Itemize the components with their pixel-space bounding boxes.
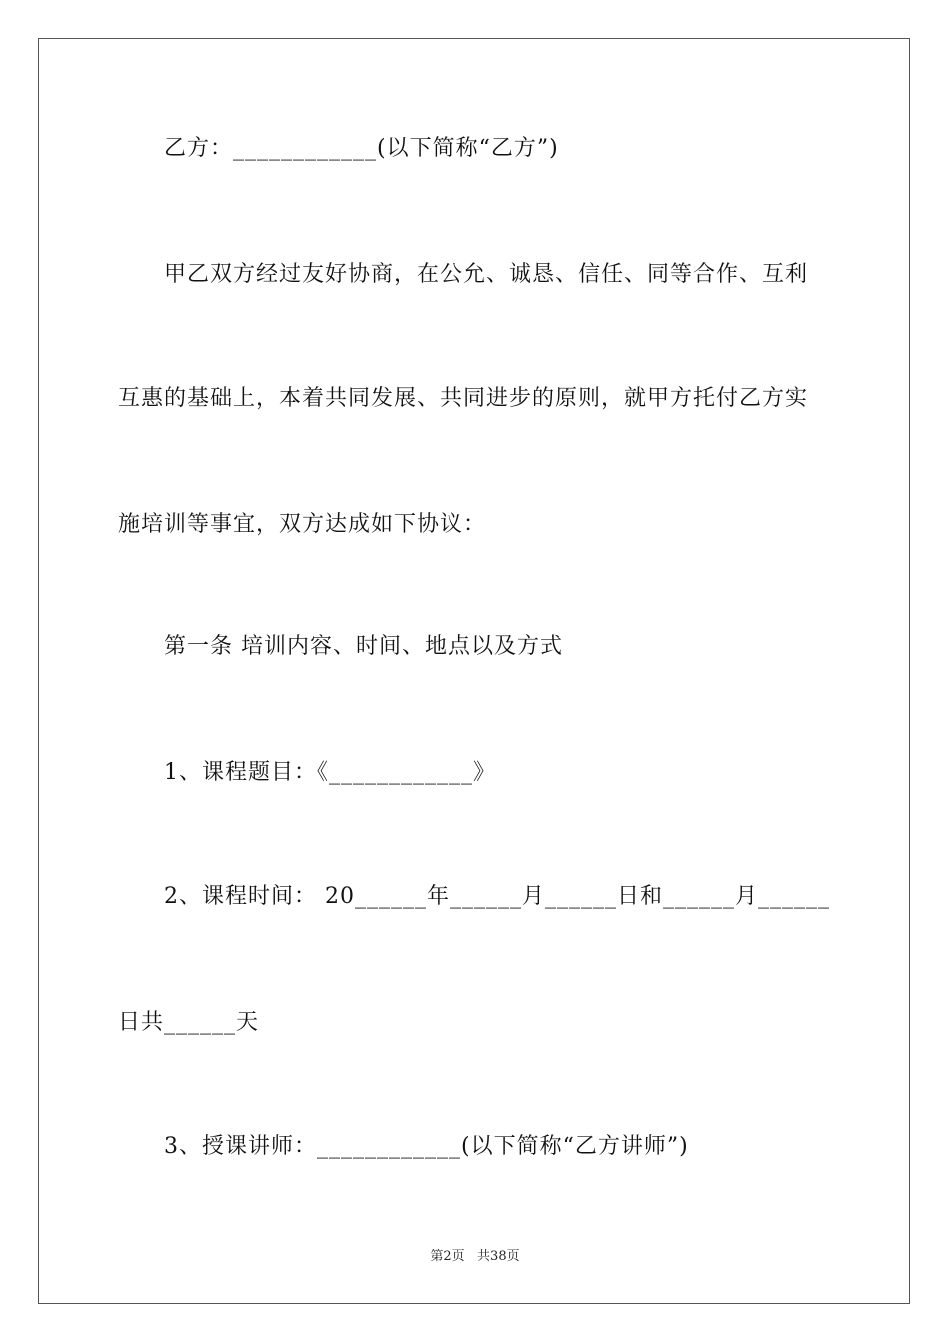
page-footer: 第2页 共38页 <box>430 1249 520 1264</box>
course-days-line: 日共______天 <box>118 1010 260 1035</box>
paragraph-line-1: 甲乙双方经过友好协商，在公允、诚恳、信任、同等合作、互利 <box>164 262 809 287</box>
course-title-line: 1、课程题目：《____________》 <box>164 760 496 785</box>
party-b-line: 乙方：____________(以下简称“乙方”) <box>164 136 559 161</box>
lecturer-line: 3、授课讲师：____________(以下简称“乙方讲师”) <box>164 1134 689 1159</box>
paragraph-line-2: 互惠的基础上，本着共同发展、共同进步的原则，就甲方托付乙方实 <box>118 386 809 411</box>
paragraph-line-3: 施培训等事宜，双方达成如下协议： <box>118 512 487 537</box>
page-frame <box>38 38 910 1304</box>
article-one-heading: 第一条 培训内容、时间、地点以及方式 <box>164 634 563 659</box>
course-time-line: 2、课程时间： 20______年______月______日和______月______ <box>164 884 830 909</box>
